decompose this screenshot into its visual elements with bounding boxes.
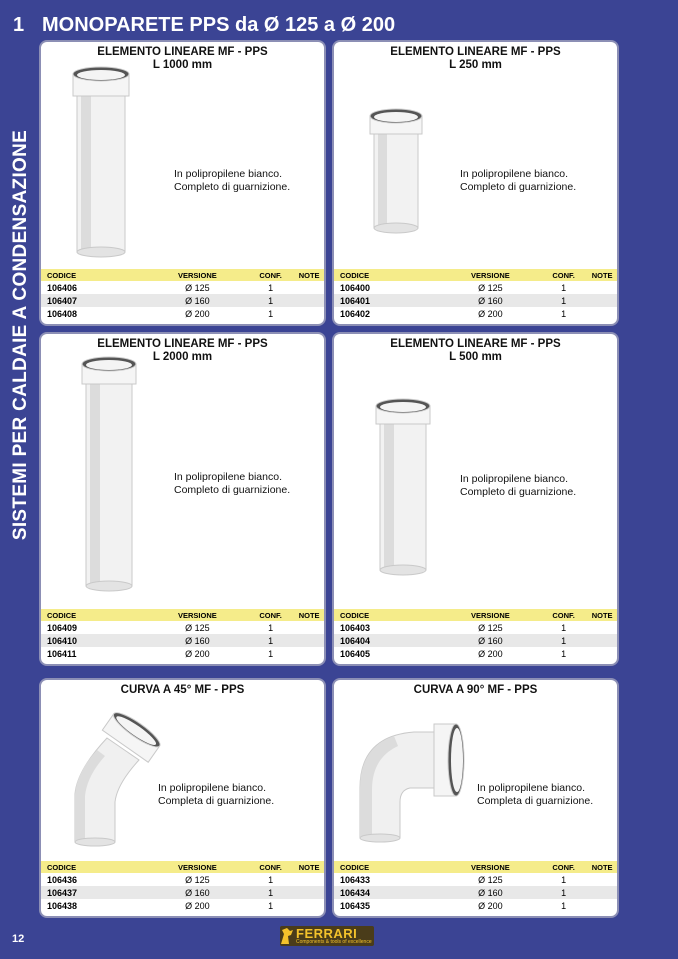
product-table: [41, 269, 324, 320]
horse-icon: [278, 926, 296, 946]
product-description: In polipropilene bianco. Completo di guarnizione.: [460, 473, 577, 498]
logo-text: FERRARI: [296, 926, 358, 941]
table-row: 106438 Ø 200 1: [47, 900, 274, 911]
side-banner: [0, 40, 40, 560]
product-card-linear-2000: [39, 332, 326, 666]
table-row: 106410 Ø 160 1: [41, 634, 324, 647]
product-title: ELEMENTO LINEARE MF - PPS L 250 mm: [390, 46, 561, 71]
table-row: 106411 Ø 200 1: [47, 648, 274, 659]
product-table: [334, 269, 617, 320]
ferrari-logo: [280, 926, 374, 946]
page-title: MONOPARETE PPS da Ø 125 a Ø 200: [42, 14, 396, 36]
product-card-elbow-90: [332, 678, 619, 918]
product-table: [41, 609, 324, 660]
pipe-image: [366, 108, 426, 238]
table-header-row: CODICE VERSIONE CONF. NOTE: [41, 861, 324, 873]
table-row: 106404 Ø 160 1: [334, 634, 617, 647]
table-row: 106434 Ø 160 1: [334, 886, 617, 899]
table-header-row: CODICE VERSIONE CONF. NOTE: [334, 861, 617, 873]
product-description: In polipropilene bianco. Completo di guarnizione.: [174, 168, 291, 193]
table-row: 106437 Ø 160 1: [41, 886, 324, 899]
table-row: 106433 Ø 125 1: [340, 874, 567, 885]
product-title: CURVA A 90° MF - PPS: [413, 684, 538, 696]
product-title: ELEMENTO LINEARE MF - PPS L 2000 mm: [97, 338, 268, 363]
table-header-row: CODICE VERSIONE CONF. NOTE: [41, 609, 324, 621]
side-label: SISTEMI PER CALDAIE A CONDENSAZIONE: [10, 129, 31, 541]
product-table: [334, 861, 617, 912]
table-row: 106401 Ø 160 1: [334, 294, 617, 307]
table-row: 106435 Ø 200 1: [340, 900, 567, 911]
table-row: 106403 Ø 125 1: [340, 622, 567, 633]
product-title: CURVA A 45° MF - PPS: [120, 684, 245, 696]
product-card-elbow-45: [39, 678, 326, 918]
product-description: In polipropilene bianco. Completo di guarnizione.: [174, 471, 291, 496]
elbow-45-image: [67, 710, 167, 850]
product-table: [41, 861, 324, 912]
table-row: 106407 Ø 160 1: [41, 294, 324, 307]
product-card-linear-250: [332, 40, 619, 326]
logo-tagline: Components & tools of excellence: [296, 939, 372, 945]
table-row: 106436 Ø 125 1: [47, 874, 274, 885]
table-header-row: CODICE VERSIONE CONF. NOTE: [334, 609, 617, 621]
table-row: 106400 Ø 125 1: [340, 282, 567, 293]
product-title: ELEMENTO LINEARE MF - PPS L 500 mm: [390, 338, 561, 363]
product-description: In polipropilene bianco. Completa di guarnizione.: [158, 782, 275, 807]
page-number: 12: [12, 933, 25, 945]
product-card-linear-500: [332, 332, 619, 666]
elbow-90-image: [354, 718, 474, 848]
table-row: 106406 Ø 125 1: [47, 282, 274, 293]
product-description: In polipropilene bianco. Completo di guarnizione.: [460, 168, 577, 193]
pipe-image: [372, 398, 434, 578]
table-header-row: CODICE VERSIONE CONF. NOTE: [334, 269, 617, 281]
table-row: 106408 Ø 200 1: [47, 308, 274, 319]
product-table: [334, 609, 617, 660]
table-row: 106405 Ø 200 1: [340, 648, 567, 659]
table-row: 106409 Ø 125 1: [47, 622, 274, 633]
table-row: 106402 Ø 200 1: [340, 308, 567, 319]
product-card-linear-1000: [39, 40, 326, 326]
pipe-image: [79, 354, 139, 594]
table-header-row: CODICE VERSIONE CONF. NOTE: [41, 269, 324, 281]
chapter-number: 1: [13, 14, 25, 36]
pipe-image: [71, 64, 131, 264]
product-title: ELEMENTO LINEARE MF - PPS L 1000 mm: [97, 46, 268, 71]
product-description: In polipropilene bianco. Completa di guarnizione.: [477, 782, 594, 807]
